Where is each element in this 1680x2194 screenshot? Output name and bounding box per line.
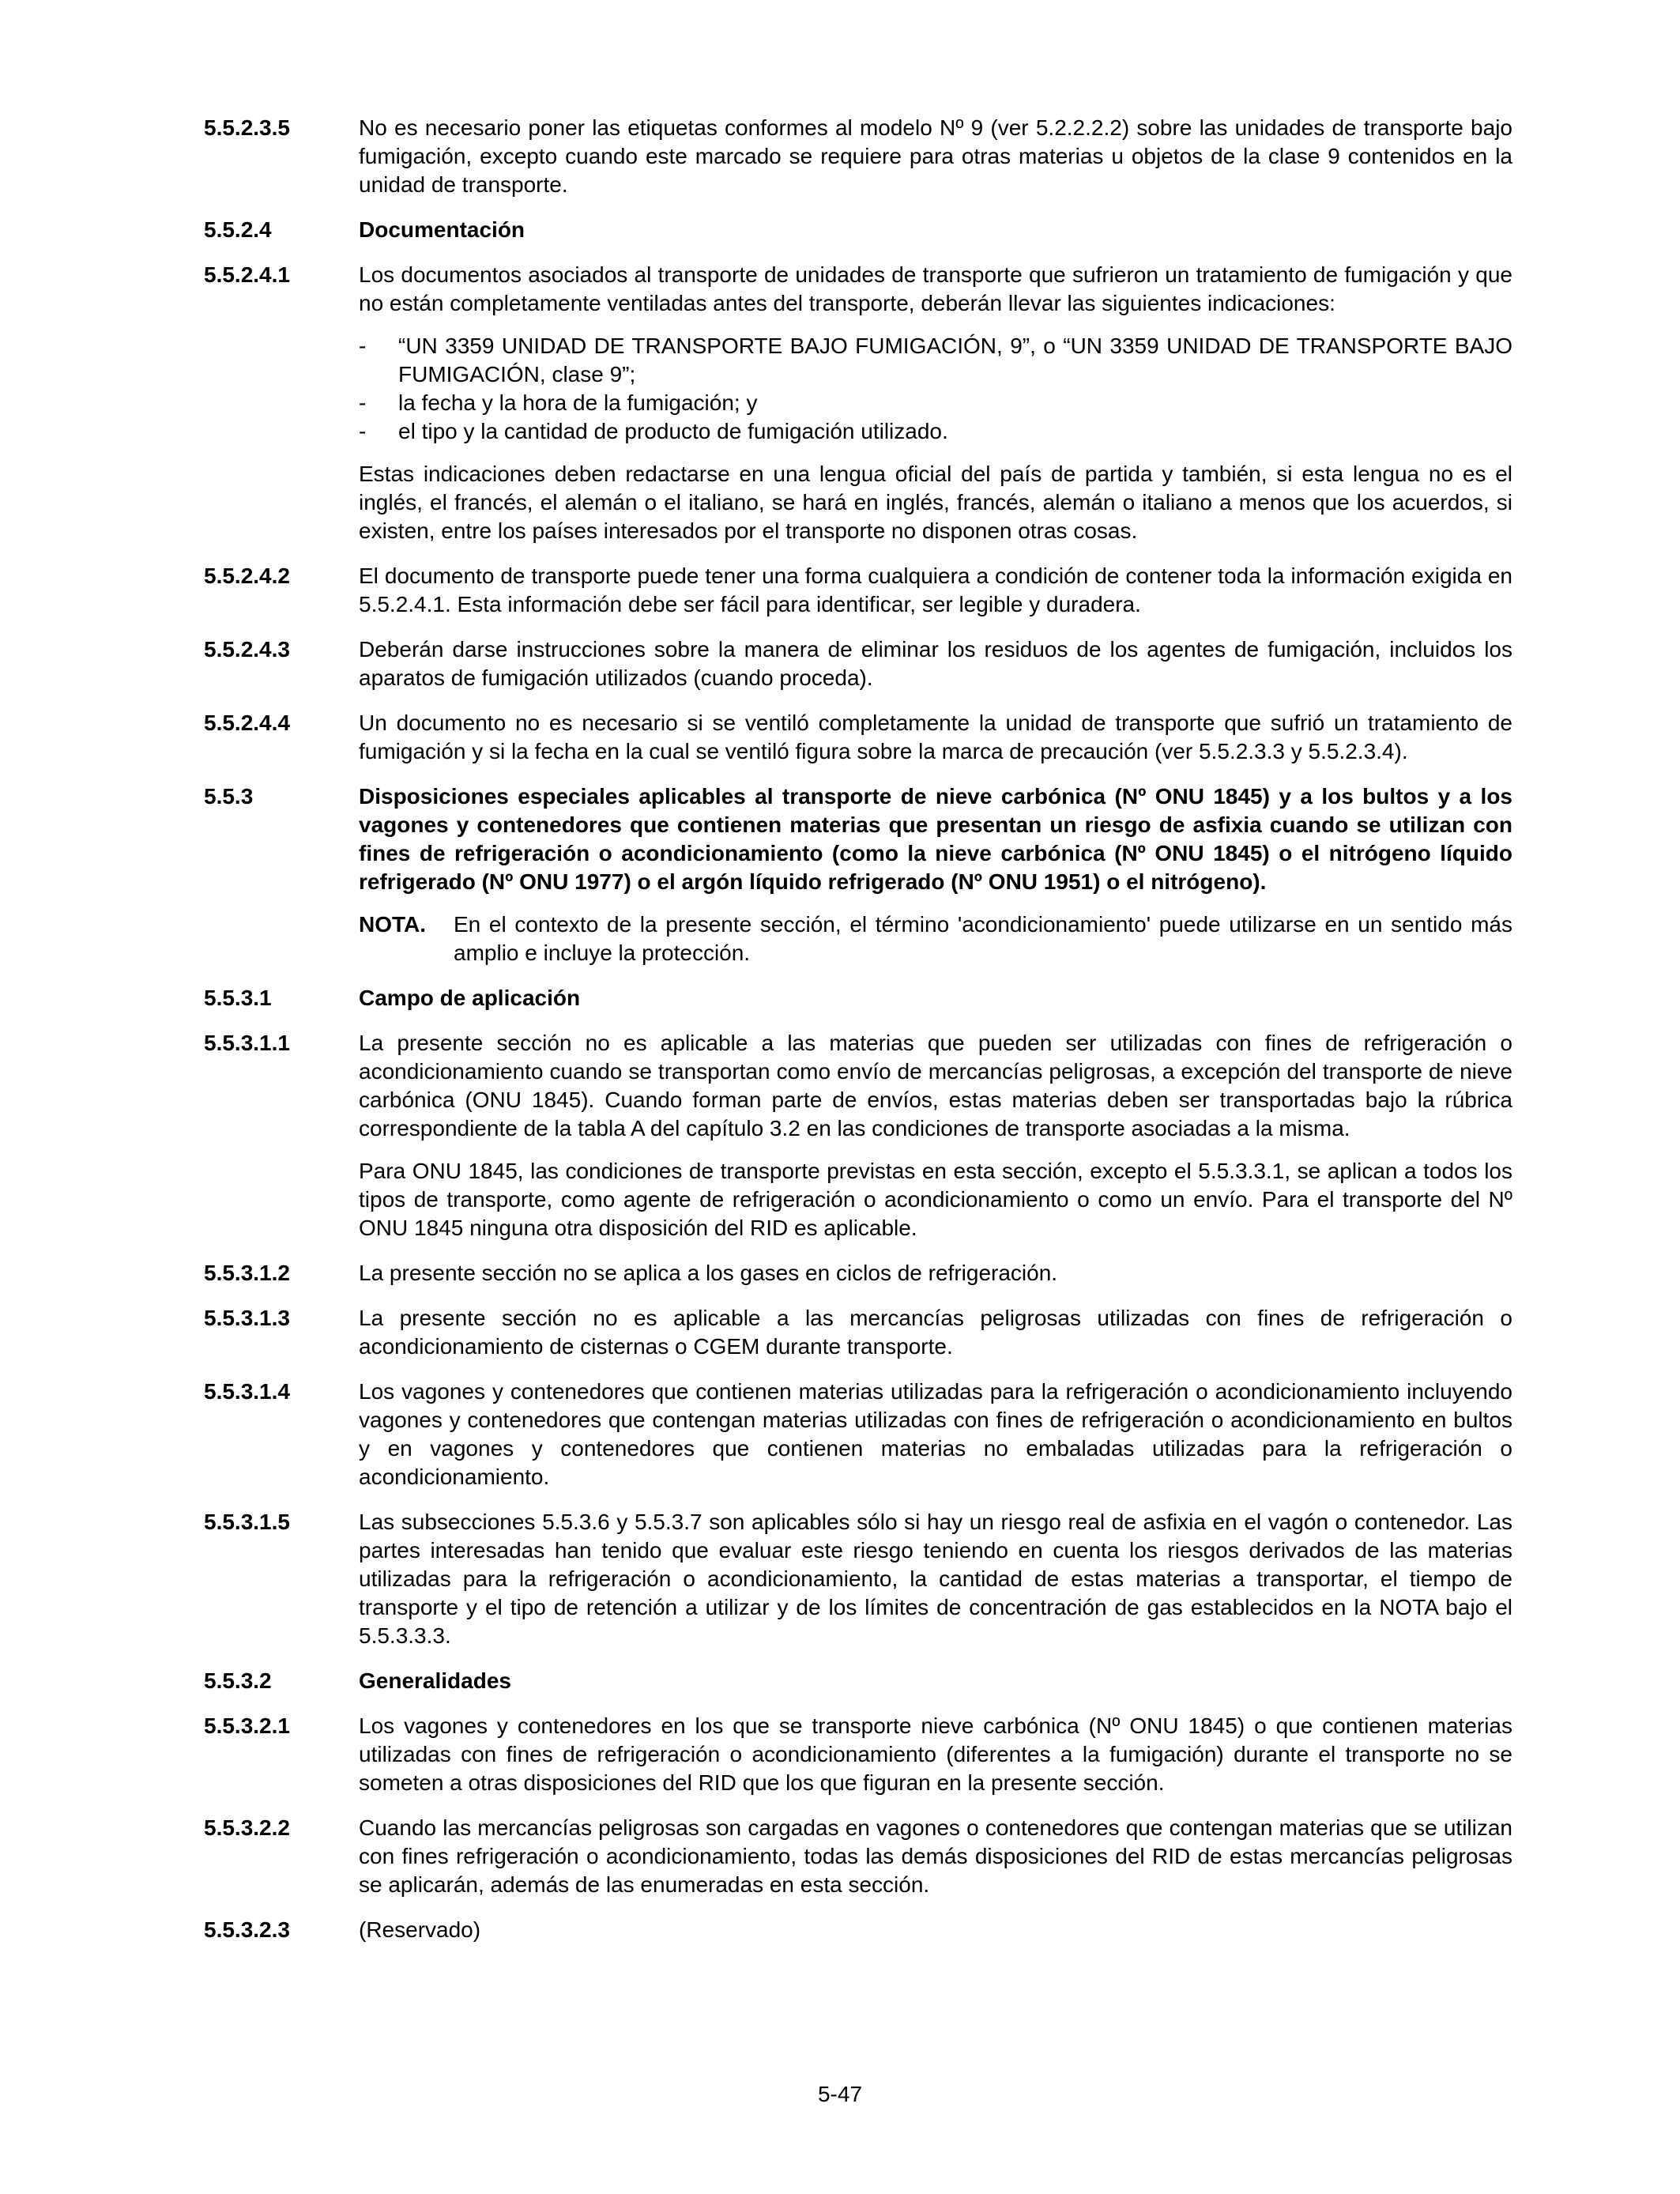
bullet-item [359,332,1512,389]
section [204,1814,1512,1899]
section [204,1916,1512,1944]
section-number: 5.5.3.2.3 [204,1917,290,1942]
note-text: En el contexto de la presente sección, el término 'acondicionamiento' puede utilizarse en un sentido más amplio e incluye la protección. [454,912,1512,965]
section-number: 5.5.2.3.5 [204,115,290,140]
section-number: 5.5.3 [204,784,254,809]
section-body [359,216,1512,244]
section [204,782,1512,967]
section [204,114,1512,199]
section [204,1508,1512,1650]
paragraph: Las subsecciones 5.5.3.6 y 5.5.3.7 son aplicables sólo si hay un riesgo real de asfixia en el vagón o contenedor. Las partes interesadas han tenido que evaluar este riesgo teniendo en cuenta los riesgos derivados de las materias utilizadas para la refrigeración o acondicionamiento, la cantidad de estas materias a transportar, el tiempo de transporte y el tipo de retención a utilizar y de los límites de concentración de gas establecidos en la NOTA bajo el 5.5.3.3.3. [359,1510,1512,1648]
paragraph: Los vagones y contenedores en los que se transporte nieve carbónica (Nº ONU 1845) o que contienen materias utilizadas con fines de refrigeración o acondicionamiento (diferentes a la fumigación) durante el transporte no se someten a otras disposiciones del RID que los que figuran en la presente sección. [359,1713,1512,1795]
section [204,216,1512,244]
section-body [359,635,1512,692]
section [204,984,1512,1012]
section-body [359,1304,1512,1361]
paragraph: El documento de transporte puede tener una forma cualquiera a condición de contener toda la información exigida en 5.5.2.4.1. Esta información debe ser fácil para identificar, ser legible y duradera. [359,564,1512,616]
section-number: 5.5.3.1 [204,986,272,1010]
section-number: 5.5.3.2.1 [204,1713,290,1738]
paragraph: Para ONU 1845, las condiciones de transporte previstas en esta sección, excepto el 5.5.3.3.1, se aplican a todos los tipos de transporte, como agente de refrigeración o acondicionamiento o como un envío. Para el transporte del Nº ONU 1845 ninguna otra disposición del RID es aplicable. [359,1159,1512,1240]
section-number: 5.5.2.4.1 [204,262,290,287]
section-body [359,1667,1512,1695]
section-body [359,1508,1512,1650]
bullet-text: la fecha y la hora de la fumigación; y [398,390,758,415]
section-body [359,1259,1512,1287]
note-label: NOTA. [359,912,427,937]
section-number: 5.5.3.2.2 [204,1815,290,1840]
bullet-item [359,389,1512,417]
section-number: 5.5.2.4.3 [204,637,290,662]
section [204,635,1512,692]
paragraph: Cuando las mercancías peligrosas son cargadas en vagones o contenedores que contengan materias que se utilizan con fines refrigeración o acondicionamiento, todas las demás disposiciones del RID de estas mercancías peligrosas se aplicarán, además de las enumeradas en esta sección. [359,1815,1512,1897]
document-content [204,114,1512,1961]
section-number: 5.5.2.4 [204,217,272,242]
bullet-item [359,417,1512,446]
page-number: 5-47 [817,2082,863,2106]
paragraph: Los documentos asociados al transporte de unidades de transporte que sufrieron un tratamiento de fumigación y que no están completamente ventiladas antes del transporte, deberán llevar las siguientes indicaciones: [359,262,1512,315]
section [204,1667,1512,1695]
section-heading: Generalidades [359,1668,511,1693]
section-number: 5.5.3.1.2 [204,1261,290,1285]
bullet-text: el tipo y la cantidad de producto de fumigación utilizado. [398,419,948,443]
paragraph: Deberán darse instrucciones sobre la manera de eliminar los residuos de los agentes de fumigación, incluidos los aparatos de fumigación utilizados (cuando proceda). [359,637,1512,690]
paragraph: La presente sección no es aplicable a las materias que pueden ser utilizadas con fines de refrigeración o acondicionamiento cuando se transportan como envío de mercancías peligrosas, a excepción del transporte de nieve carbónica (ONU 1845). Cuando forman parte de envíos, estas materias deben ser transportadas bajo la rúbrica correspondiente de la tabla A del capítulo 3.2 en las condiciones de transporte asociadas a la misma. [359,1031,1512,1140]
section-body [359,114,1512,199]
bullet-dash: - [359,390,367,415]
section-number: 5.5.3.1.3 [204,1306,290,1330]
section-body [359,1029,1512,1242]
section-body [359,1378,1512,1491]
section-body [359,782,1512,967]
paragraph: Un documento no es necesario si se ventiló completamente la unidad de transporte que sufrió un tratamiento de fumigación y si la fecha en la cual se ventiló figura sobre la marca de precaución (ver 5.5.2.3.3 y 5.5.2.3.4). [359,711,1512,763]
section-heading: Disposiciones especiales aplicables al transporte de nieve carbónica (Nº ONU 1845) y a los bultos y a los vagones y contenedores que contienen materias que presentan un riesgo de asfixia cuando se utilizan con fines de refrigeración o acondicionamiento (como la nieve carbónica (Nº ONU 1845) o el nitrógeno líquido refrigerado (Nº ONU 1977) o el argón líquido refrigerado (Nº ONU 1951) o el nitrógeno). [359,784,1512,894]
paragraph: No es necesario poner las etiquetas conformes al modelo Nº 9 (ver 5.2.2.2.2) sobre las unidades de transporte bajo fumigación, excepto cuando este marcado se requiere para otras materias u objetos de la clase 9 contenidos en la unidad de transporte. [359,115,1512,197]
section-body [359,1712,1512,1797]
section-body [359,562,1512,619]
section-number: 5.5.3.1.1 [204,1031,290,1055]
section [204,261,1512,545]
section [204,562,1512,619]
section-number: 5.5.3.2 [204,1668,272,1693]
bullet-text: “UN 3359 UNIDAD DE TRANSPORTE BAJO FUMIGACIÓN, 9”, o “UN 3359 UNIDAD DE TRANSPORTE BAJO FUMIGACIÓN, clase 9”; [398,334,1512,386]
section-number: 5.5.3.1.4 [204,1379,290,1404]
section-body [359,1814,1512,1899]
paragraph: La presente sección no es aplicable a las mercancías peligrosas utilizadas con fines de refrigeración o acondicionamiento de cisternas o CGEM durante transporte. [359,1306,1512,1359]
section [204,1712,1512,1797]
paragraph: (Reservado) [359,1917,481,1942]
section-number: 5.5.3.1.5 [204,1510,290,1534]
section-heading: Campo de aplicación [359,986,581,1010]
section-number: 5.5.2.4.4 [204,711,290,735]
paragraph: Los vagones y contenedores que contienen materias utilizadas para la refrigeración o acondicionamiento incluyendo vagones y contenedores que contengan materias utilizadas con fines de refrigeración o acondicionamiento en bultos y en vagones y contenedores que contienen materias no embaladas utilizadas para la refrigeración o acondicionamiento. [359,1379,1512,1489]
paragraph: La presente sección no se aplica a los gases en ciclos de refrigeración. [359,1261,1058,1285]
section [204,1029,1512,1242]
bullet-list [359,332,1512,446]
paragraph: Estas indicaciones deben redactarse en una lengua oficial del país de partida y también, si esta lengua no es el inglés, el francés, el alemán o el italiano, se hará en inglés, francés, alemán o italiano a menos que los acuerdos, si existen, entre los países interesados por el transporte no disponen otras cosas. [359,462,1512,543]
bullet-dash: - [359,419,367,443]
section-heading: Documentación [359,217,525,242]
section [204,1259,1512,1287]
section-body [359,261,1512,545]
section [204,709,1512,766]
bullet-dash: - [359,334,367,358]
section-body [359,709,1512,766]
note [359,910,1512,967]
section [204,1378,1512,1491]
section [204,1304,1512,1361]
section-body [359,1916,1512,1944]
section-body [359,984,1512,1012]
section-number: 5.5.2.4.2 [204,564,290,588]
